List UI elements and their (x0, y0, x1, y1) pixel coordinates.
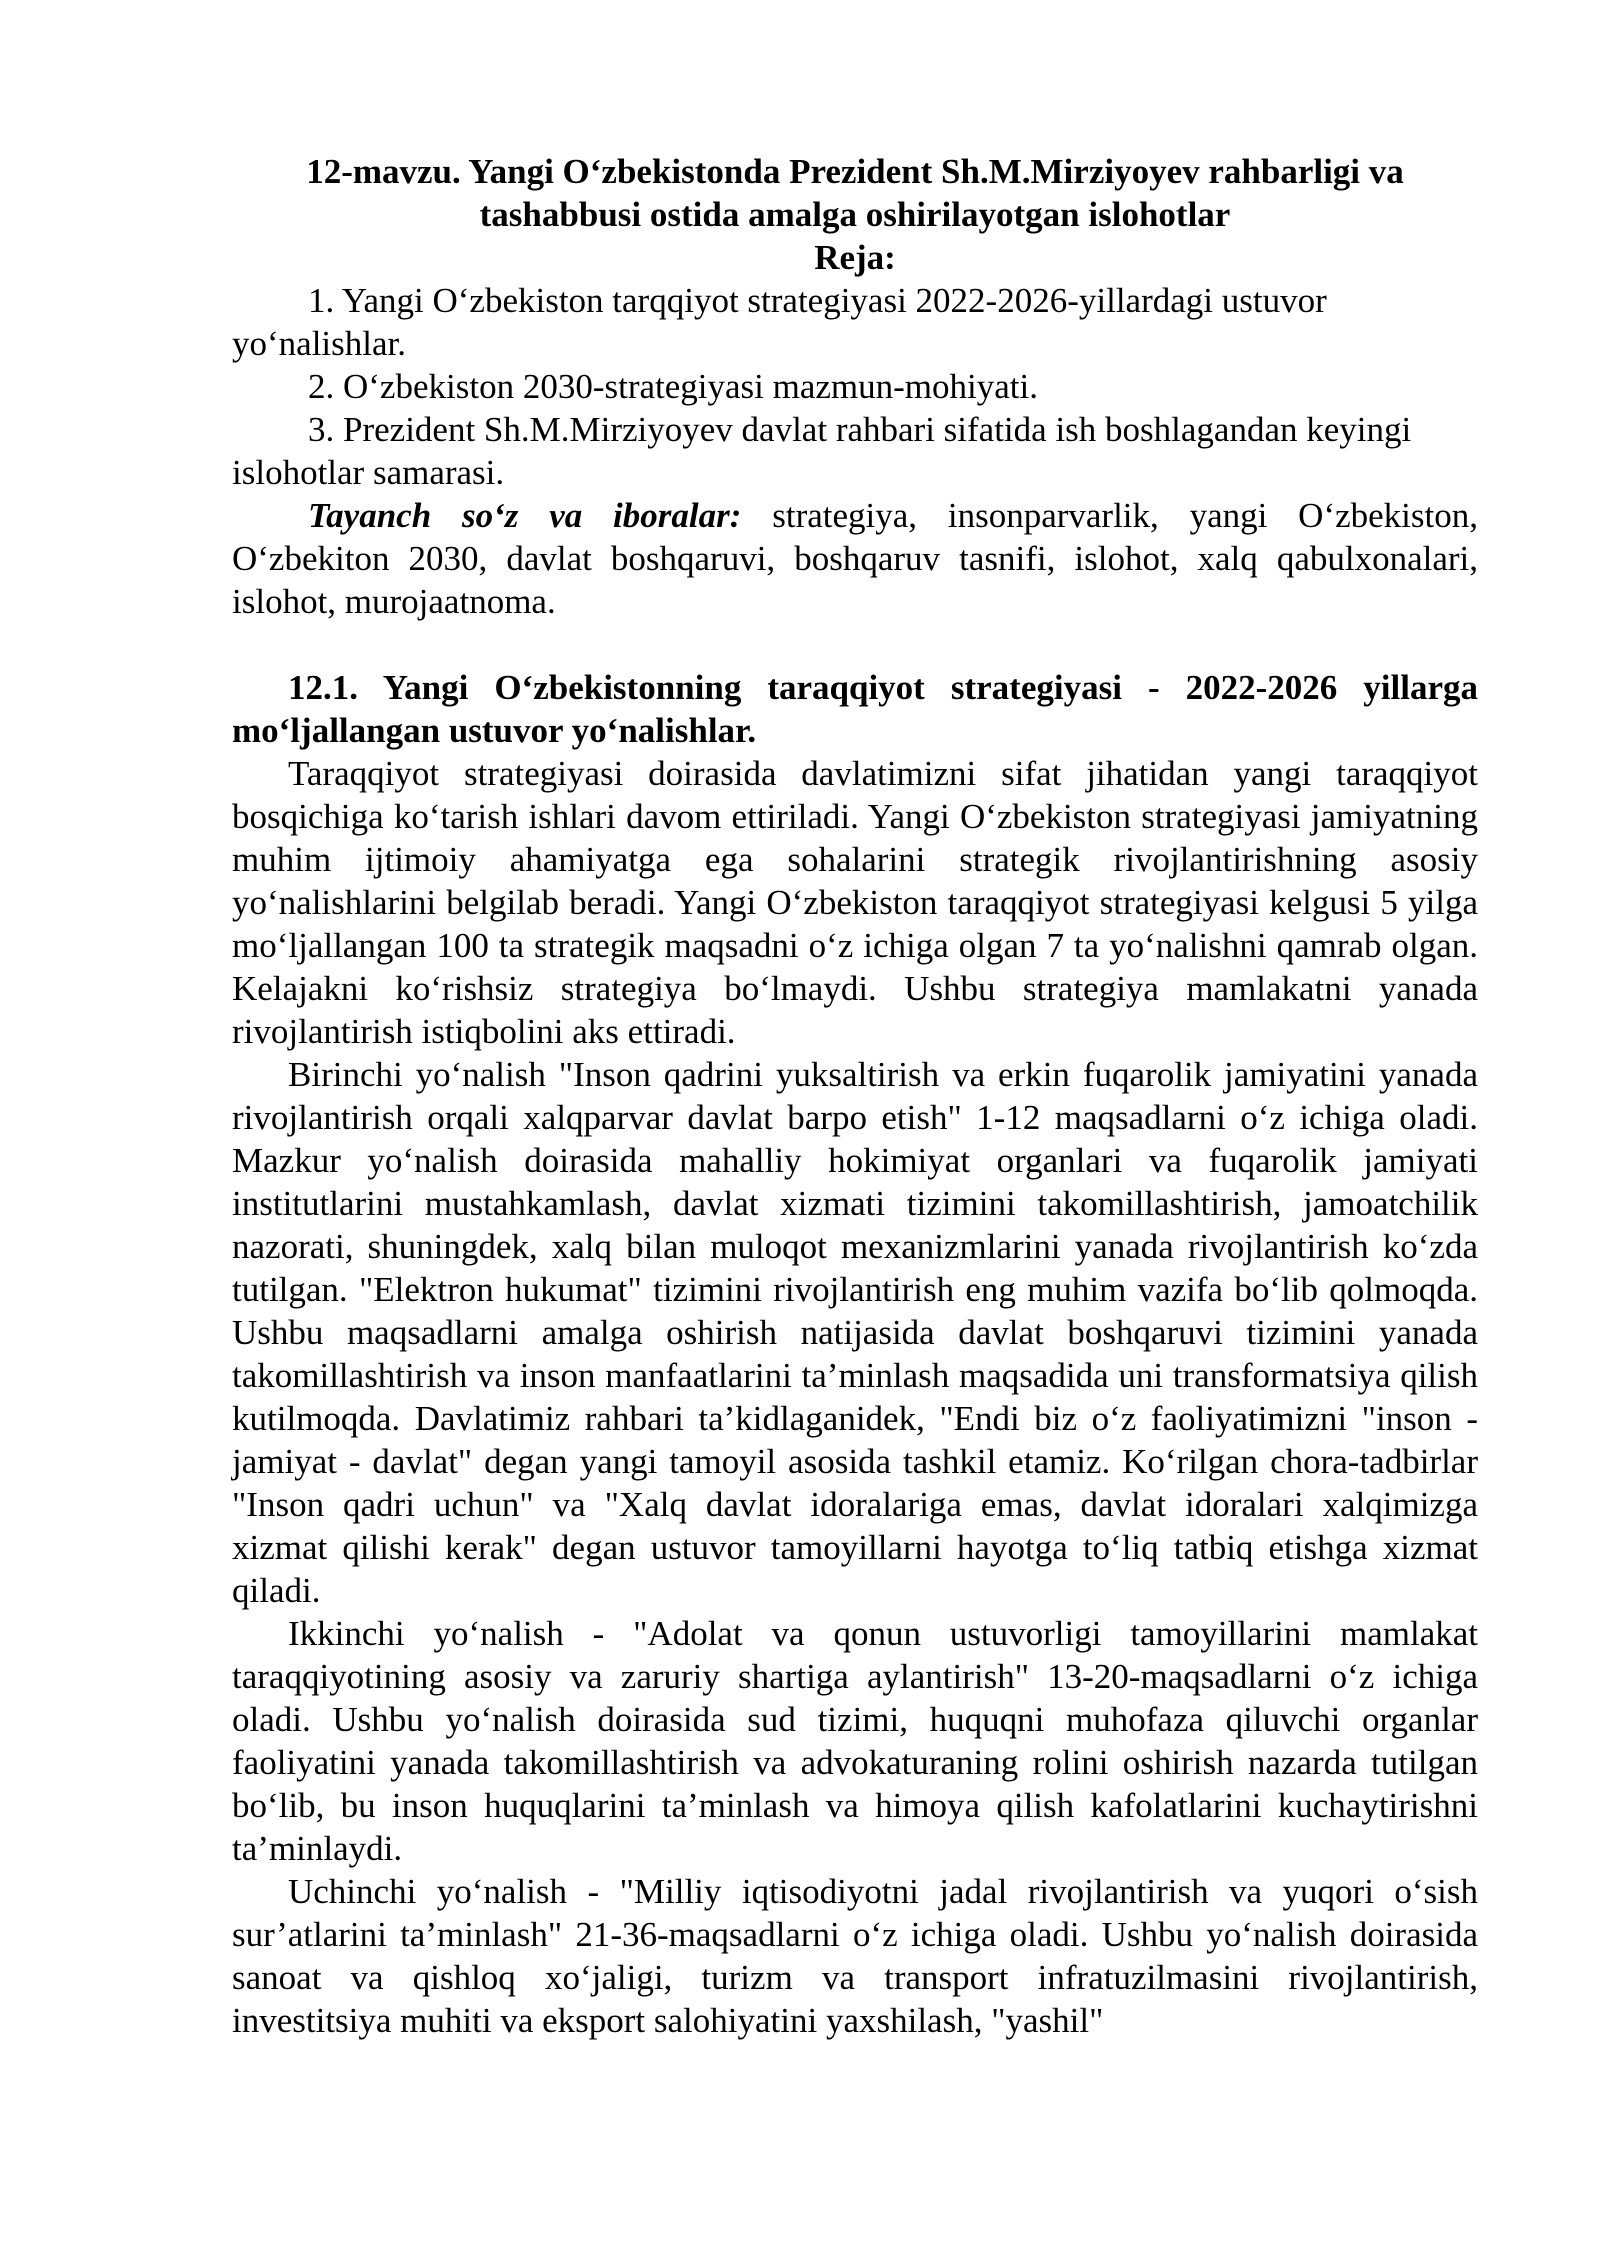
plan-item-3: 3. Prezident Sh.M.Mirziyoyev davlat rahbari sifatida ish boshlagandan keyingi islohotlar samarasi. (232, 410, 1412, 492)
keywords-paragraph (232, 494, 1478, 623)
keywords-label: Tayanch so‘z va iboralar: (308, 496, 742, 535)
document-page (232, 150, 1478, 2042)
keywords-text: strategiya, insonparvarlik, yangi O‘zbekiston, O‘zbekiton 2030, davlat boshqaruvi, boshqaruv tasnifi, islohot, xalq qabulxonalari, islohot, murojaatnoma. (232, 496, 1478, 621)
spacer (232, 623, 1478, 666)
body-paragraph-2: Birinchi yo‘nalish "Inson qadrini yuksaltirish va erkin fuqarolik jamiyatini yanada rivojlantirish orqali xalqparvar davlat barpo etish" 1-12 maqsadlarni o‘z ichiga oladi. Mazkur yo‘nalish doirasida mahalliy hokimiyat organlari va fuqarolik jamiyati institutlarini mustahkamlash, davlat xizmati tizimini takomillashtirish, jamoatchilik nazorati, shuningdek, xalq bilan muloqot mexanizmlarini yanada rivojlantirish ko‘zda tutilgan. "Elektron hukumat" tizimini rivojlantirish eng muhim vazifa bo‘lib qolmoqda. Ushbu maqsadlarni amalga oshirish natijasida davlat boshqaruvi tizimini yanada takomillashtirish va inson manfaatlarini ta’minlash maqsadida uni transformatsiya qilish kutilmoqda. Davlatimiz rahbari ta’kidlaganidek, "Endi biz o‘z faoliyatimizni "inson - jamiyat - davlat" degan yangi tamoyil asosida tashkil etamiz. Ko‘rilgan chora-tadbirlar "Inson qadri uchun" va "Xalq davlat idoralariga emas, davlat idoralari xalqimizga xizmat qilishi kerak" degan ustuvor tamoyillarni hayotga to‘liq tatbiq etishga xizmat qiladi. (232, 1055, 1478, 1610)
section-heading: 12.1. Yangi O‘zbekistonning taraqqiyot strategiyasi - 2022-2026 yillarga mo‘ljallangan ustuvor yo‘nalishlar. (232, 668, 1478, 750)
plan-item-2: 2. O‘zbekiston 2030-strategiyasi mazmun-mohiyati. (308, 367, 1038, 406)
body-paragraph-1: Taraqqiyot strategiyasi doirasida davlatimizni sifat jihatidan yangi taraqqiyot bosqichiga ko‘tarish ishlari davom ettiriladi. Yangi O‘zbekiston strategiyasi jamiyatning muhim ijtimoiy ahamiyatga ega sohalarini strategik rivojlantirishning asosiy yo‘nalishlarini belgilab beradi. Yangi O‘zbekiston taraqqiyot strategiyasi kelgusi 5 yilga mo‘ljallangan 100 ta strategik maqsadni o‘z ichiga olgan 7 ta yo‘nalishni qamrab olgan. Kelajakni ko‘rishsiz strategiya bo‘lmaydi. Ushbu strategiya mamlakatni yanada rivojlantirish istiqbolini aks ettiradi. (232, 754, 1478, 1051)
title-line-2: tashabbusi ostida amalga oshirilayotgan islohotlar (479, 195, 1231, 234)
title-line-1: 12-mavzu. Yangi O‘zbekistonda Prezident Sh.M.Mirziyoyev rahbarligi va (306, 152, 1404, 191)
body-paragraph-4: Uchinchi yo‘nalish - "Milliy iqtisodiyotni jadal rivojlantirish va yuqori o‘sish sur’atlarini ta’minlash" 21-36-maqsadlarni o‘z ichiga oladi. Ushbu yo‘nalish doirasida sanoat va qishloq xo‘jaligi, turizm va transport infratuzilmasini rivojlantirish, investitsiya muhiti va eksport salohiyatini yaxshilash, "yashil" (232, 1872, 1478, 2040)
plan-heading: Reja: (814, 238, 896, 277)
body-paragraph-3: Ikkinchi yo‘nalish - "Adolat va qonun ustuvorligi tamoyillarini mamlakat taraqqiyotining asosiy va zaruriy shartiga aylantirish" 13-20-maqsadlarni o‘z ichiga oladi. Ushbu yo‘nalish doirasida sud tizimi, huquqni muhofaza qiluvchi organlar faoliyatini yanada takomillashtirish va advokaturaning rolini oshirish nazarda tutilgan bo‘lib, bu inson huquqlarini ta’minlash va himoya qilish kafolatlarini kuchaytirishni ta’minlaydi. (232, 1614, 1478, 1868)
page-title (232, 150, 1478, 236)
plan-item-1: 1. Yangi O‘zbekiston tarqqiyot strategiyasi 2022-2026-yillardagi ustuvor yo‘nalishlar. (232, 281, 1327, 363)
